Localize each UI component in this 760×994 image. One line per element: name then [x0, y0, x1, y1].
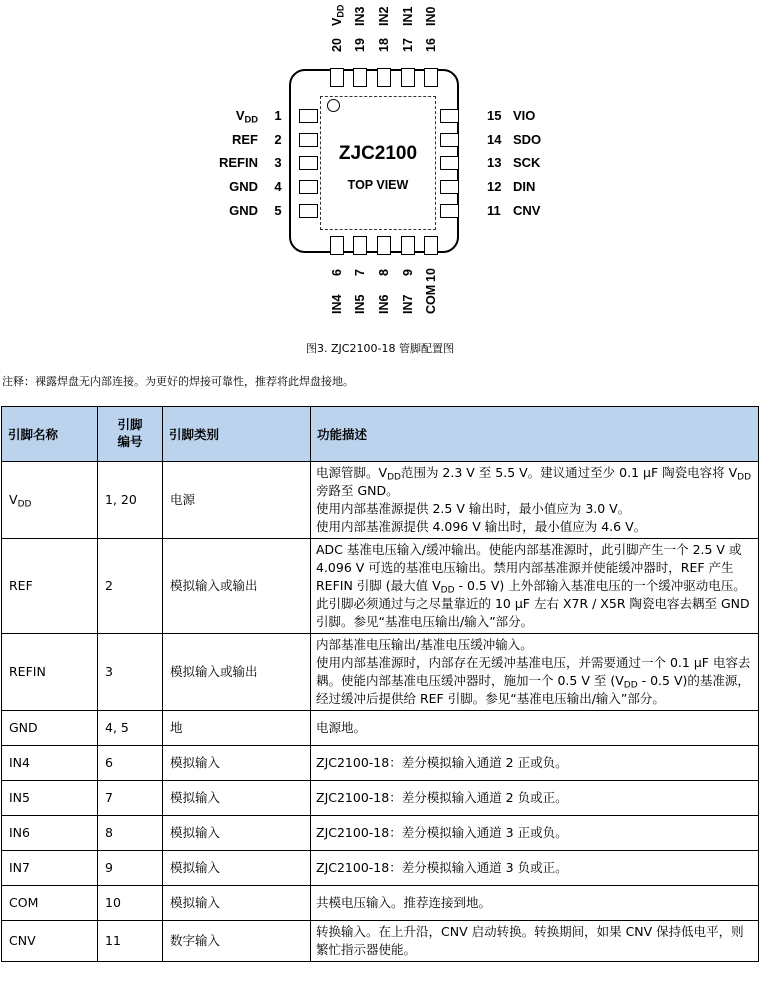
pin-name-cell: IN5: [2, 781, 98, 816]
description-paragraph: 内部基准电压输出/基准电压缓冲输入。: [316, 637, 533, 652]
pin-number-left: 5: [274, 203, 282, 218]
table-row: [2, 921, 759, 962]
pin-pad-top: [401, 68, 415, 87]
pin-number-bottom: 8: [377, 269, 391, 276]
pin-label-top: IN2: [377, 6, 391, 26]
description-paragraph: ZJC2100-18：差分模拟输入通道 2 负或正。: [316, 790, 568, 805]
pin-number-right: 13: [487, 155, 502, 170]
table-body: [2, 462, 759, 962]
pin-number-top: 16: [424, 38, 438, 52]
table-row: [2, 462, 759, 539]
pin-number-cell: 11: [98, 921, 163, 962]
pin-number-top: 19: [353, 38, 367, 52]
pin-description-cell: [311, 816, 759, 851]
pin-type-cell: 模拟输入: [163, 746, 311, 781]
pin-label-top: IN1: [401, 6, 415, 26]
pin-number-left: 4: [274, 179, 282, 194]
pin-number-cell: 3: [98, 634, 163, 711]
pin-pad-left: [299, 204, 318, 218]
pin-number-cell: 1, 20: [98, 462, 163, 539]
pin-description-cell: [311, 781, 759, 816]
table-row: [2, 816, 759, 851]
pin-number-right: 14: [487, 132, 502, 147]
pin-number-bottom: 6: [330, 269, 344, 276]
pin-pad-bottom: [377, 236, 391, 255]
pin-name-cell: IN6: [2, 816, 98, 851]
description-paragraph: 使用内部基准源提供 4.096 V 输出时，最小值应为 4.6 V。: [316, 519, 647, 534]
pin-pad-top: [377, 68, 391, 87]
pin-description-cell: [311, 711, 759, 746]
pin-label-left: $V_{DD}$: [235, 108, 258, 125]
pin-description-cell: [311, 462, 759, 539]
pin-pad-bottom: [353, 236, 367, 255]
description-paragraph: 使用内部基准源时，内部存在无缓冲基准电压，并需要通过一个 0.1 μF 电容去耦。使能内部基准电压缓冲器时，施加一个 0.5 V 至 ($V_{DD} - 0.5$ V)的基准源，经过缓冲后提供给 REF 引脚。参见“基准电压输出/输入”部分。: [316, 655, 751, 706]
figure-note: 注释：裸露焊盘无内部连接。为更好的焊接可靠性，推荐将此焊盘接地。: [2, 375, 354, 388]
pin-pad-top: [424, 68, 438, 87]
pin-description-cell: [311, 921, 759, 962]
pin-name-cell: REF: [2, 539, 98, 634]
pin-number-bottom: 7: [353, 269, 367, 276]
header-description: 功能描述: [311, 407, 759, 462]
pin-number-left: 1: [274, 108, 282, 123]
table-row: [2, 886, 759, 921]
pin-label-top: $V_{DD}$: [330, 4, 346, 26]
description-paragraph: 使用内部基准源提供 2.5 V 输出时，最小值应为 3.0 V。: [316, 501, 631, 516]
pin-number-cell: 4, 5: [98, 711, 163, 746]
pin-pad-left: [299, 133, 318, 147]
pin-label-left: REFIN: [219, 155, 258, 170]
pin-number-bottom: 10: [424, 268, 438, 282]
pin-description-cell: [311, 886, 759, 921]
figure-caption: 图3. ZJC2100-18 管脚配置图: [306, 342, 454, 355]
pin-number-top: 17: [401, 38, 415, 52]
pin-label-bottom: IN7: [401, 294, 415, 314]
pin-pad-left: [299, 156, 318, 170]
pin-label-left: REF: [232, 132, 258, 147]
pin-pad-left: [299, 109, 318, 123]
header-pin-name: 引脚名称: [2, 407, 98, 462]
description-paragraph: ADC 基准电压输入/缓冲输出。使能内部基准源时，此引脚产生一个 2.5 V 或 4.096 V 可选的基准电压输出。禁用内部基准源并使能缓冲器时，REF 产生 REFIN 引脚 (最大值 $V_{DD} - 0.5$ V) 上外部输入基准电压的一个缓冲驱动电压。: [316, 542, 746, 596]
pin-number-right: 15: [487, 108, 502, 123]
pin-label-left: GND: [229, 179, 258, 194]
pin-type-cell: 模拟输入: [163, 816, 311, 851]
pin-label-bottom: IN4: [330, 294, 344, 314]
pin-label-bottom: COM: [424, 284, 438, 314]
description-paragraph: ZJC2100-18：差分模拟输入通道 3 负或正。: [316, 860, 568, 875]
pin-label-top: IN0: [424, 6, 438, 26]
pin-pad-bottom: [424, 236, 438, 255]
chip-view-label: TOP VIEW: [347, 178, 409, 192]
pin-pad-left: [299, 180, 318, 194]
pin-pad-bottom: [401, 236, 415, 255]
description-paragraph: ZJC2100-18：差分模拟输入通道 2 正或负。: [316, 755, 568, 770]
pin-pad-right: [440, 109, 459, 123]
pin-label-bottom: IN5: [353, 294, 367, 314]
pin-type-cell: 地: [163, 711, 311, 746]
table-row: [2, 634, 759, 711]
pin-label-top: IN3: [353, 6, 367, 26]
pin-label-bottom: IN6: [377, 294, 391, 314]
pin-description-cell: [311, 851, 759, 886]
pin-name-cell: CNV: [2, 921, 98, 962]
pin-pad-right: [440, 180, 459, 194]
pin-name-cell: COM: [2, 886, 98, 921]
pin-type-cell: 电源: [163, 462, 311, 539]
pin-number-cell: 2: [98, 539, 163, 634]
table-row: [2, 781, 759, 816]
pin-label-left: GND: [229, 203, 258, 218]
pin-number-cell: 8: [98, 816, 163, 851]
pin-name-cell: IN4: [2, 746, 98, 781]
pin1-marker-dot: [327, 99, 340, 112]
pin-type-cell: 模拟输入: [163, 886, 311, 921]
pin-name-cell: $V_{DD}$: [2, 462, 98, 539]
description-paragraph: 电源地。: [316, 720, 367, 735]
pin-number-bottom: 9: [401, 269, 415, 276]
pin-number-cell: 10: [98, 886, 163, 921]
pin-number-top: 20: [330, 38, 344, 52]
description-paragraph: 共模电压输入。推荐连接到地。: [316, 895, 492, 910]
pin-label-right: VIO: [513, 108, 536, 123]
header-pin-number: 引脚 编号: [98, 407, 163, 462]
pin-type-cell: 模拟输入: [163, 781, 311, 816]
pin-name-cell: REFIN: [2, 634, 98, 711]
pin-type-cell: 数字输入: [163, 921, 311, 962]
pin-name-cell: IN7: [2, 851, 98, 886]
pin-number-cell: 9: [98, 851, 163, 886]
pin-function-table: [1, 406, 759, 962]
pin-configuration-diagram: [0, 0, 760, 330]
pin-pad-right: [440, 156, 459, 170]
pin-label-right: SDO: [513, 132, 542, 147]
table-row: [2, 851, 759, 886]
pin-label-right: SCK: [513, 155, 541, 170]
pin-type-cell: 模拟输入: [163, 851, 311, 886]
pin-pad-top: [353, 68, 367, 87]
pin-name-cell: GND: [2, 711, 98, 746]
table-row: [2, 539, 759, 634]
chip-name: ZJC2100: [338, 143, 418, 164]
pin-label-right: CNV: [513, 203, 541, 218]
pin-number-top: 18: [377, 38, 391, 52]
table-row: [2, 711, 759, 746]
table-row: [2, 746, 759, 781]
pin-number-right: 12: [487, 179, 502, 194]
pin-description-cell: [311, 634, 759, 711]
pin-pad-right: [440, 133, 459, 147]
pin-pad-bottom: [330, 236, 344, 255]
pin-type-cell: 模拟输入或输出: [163, 539, 311, 634]
pin-description-cell: [311, 746, 759, 781]
pin-number-left: 2: [274, 132, 282, 147]
header-pin-type: 引脚类别: [163, 407, 311, 462]
pin-number-left: 3: [274, 155, 282, 170]
pin-number-cell: 7: [98, 781, 163, 816]
description-paragraph: 电源管脚。$V_{DD}$范围为 2.3 V 至 5.5 V。建议通过至少 0.1 μF 陶瓷电容将 $V_{DD}$旁路至 GND。: [316, 465, 752, 498]
pin-pad-top: [330, 68, 344, 87]
pin-number-cell: 6: [98, 746, 163, 781]
description-paragraph: 此引脚必须通过与之尽量靠近的 10 μF 左右 X7R / X5R 陶瓷电容去耦至 GND 引脚。参见“基准电压输出/输入”部分。: [316, 596, 750, 629]
pin-description-cell: [311, 539, 759, 634]
pin-label-right: DIN: [513, 179, 536, 194]
pin-number-right: 11: [487, 203, 501, 218]
description-paragraph: 转换输入。在上升沿，CNV 启动转换。转换期间，如果 CNV 保持低电平，则繁忙指示器使能。: [316, 924, 744, 957]
table-header-row: [2, 407, 759, 462]
pin-pad-right: [440, 204, 459, 218]
description-paragraph: ZJC2100-18：差分模拟输入通道 3 正或负。: [316, 825, 568, 840]
pin-type-cell: 模拟输入或输出: [163, 634, 311, 711]
